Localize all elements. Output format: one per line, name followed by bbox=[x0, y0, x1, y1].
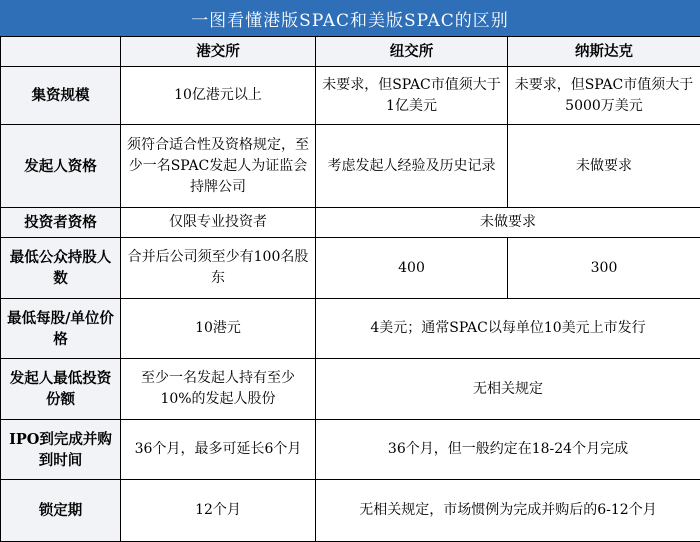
header-nasdaq: 纳斯达克 bbox=[508, 37, 700, 67]
cell-nasdaq: 未做要求 bbox=[508, 125, 700, 208]
cell-hk: 合并后公司须至少有100名股东 bbox=[121, 238, 316, 299]
cell-nasdaq: 300 bbox=[508, 238, 700, 299]
row-label-min-unit-price: 最低每股/单位价格 bbox=[1, 299, 121, 359]
cell-hk: 仅限专业投资者 bbox=[121, 208, 316, 238]
cell-nyse: 考虑发起人经验及历史记录 bbox=[316, 125, 508, 208]
cell-nasdaq: 未要求，但SPAC市值须大于5000万美元 bbox=[508, 67, 700, 125]
cell-hk: 至少一名发起人持有至少10%的发起人股份 bbox=[121, 359, 316, 420]
row-label-min-public-holders: 最低公众持股人数 bbox=[1, 238, 121, 299]
row-label-sponsor-min-investment: 发起人最低投资份额 bbox=[1, 359, 121, 420]
cell-us-merged: 36个月，但一般约定在18-24个月完成 bbox=[316, 420, 700, 480]
comparison-table bbox=[0, 36, 700, 542]
cell-us-merged: 未做要求 bbox=[316, 208, 700, 238]
cell-nyse: 未要求，但SPAC市值须大于1亿美元 bbox=[316, 67, 508, 125]
header-hk-exchange: 港交所 bbox=[121, 37, 316, 67]
cell-hk: 10港元 bbox=[121, 299, 316, 359]
header-corner-cell bbox=[1, 37, 121, 67]
cell-hk: 10亿港元以上 bbox=[121, 67, 316, 125]
row-label-ipo-to-merger-time: IPO到完成并购到时间 bbox=[1, 420, 121, 480]
table-row bbox=[1, 67, 700, 125]
row-label-investor-qualification: 投资者资格 bbox=[1, 208, 121, 238]
row-label-sponsor-qualification: 发起人资格 bbox=[1, 125, 121, 208]
row-label-fundraising-scale: 集资规模 bbox=[1, 67, 121, 125]
cell-us-merged: 4美元；通常SPAC以每单位10美元上市发行 bbox=[316, 299, 700, 359]
cell-us-merged: 无相关规定，市场惯例为完成并购后的6-12个月 bbox=[316, 480, 700, 542]
table-row bbox=[1, 420, 700, 480]
table-row bbox=[1, 480, 700, 542]
page-title: 一图看懂港版SPAC和美版SPAC的区别 bbox=[0, 0, 700, 36]
table-row bbox=[1, 238, 700, 299]
header-nyse: 纽交所 bbox=[316, 37, 508, 67]
cell-nyse: 400 bbox=[316, 238, 508, 299]
table-row bbox=[1, 208, 700, 238]
row-label-lockup-period: 锁定期 bbox=[1, 480, 121, 542]
cell-hk: 36个月，最多可延长6个月 bbox=[121, 420, 316, 480]
table-row bbox=[1, 125, 700, 208]
table-header-row bbox=[1, 37, 700, 67]
table-row bbox=[1, 299, 700, 359]
cell-us-merged: 无相关规定 bbox=[316, 359, 700, 420]
cell-hk: 须符合适合性及资格规定，至少一名SPAC发起人为证监会持牌公司 bbox=[121, 125, 316, 208]
cell-hk: 12个月 bbox=[121, 480, 316, 542]
table-row bbox=[1, 359, 700, 420]
